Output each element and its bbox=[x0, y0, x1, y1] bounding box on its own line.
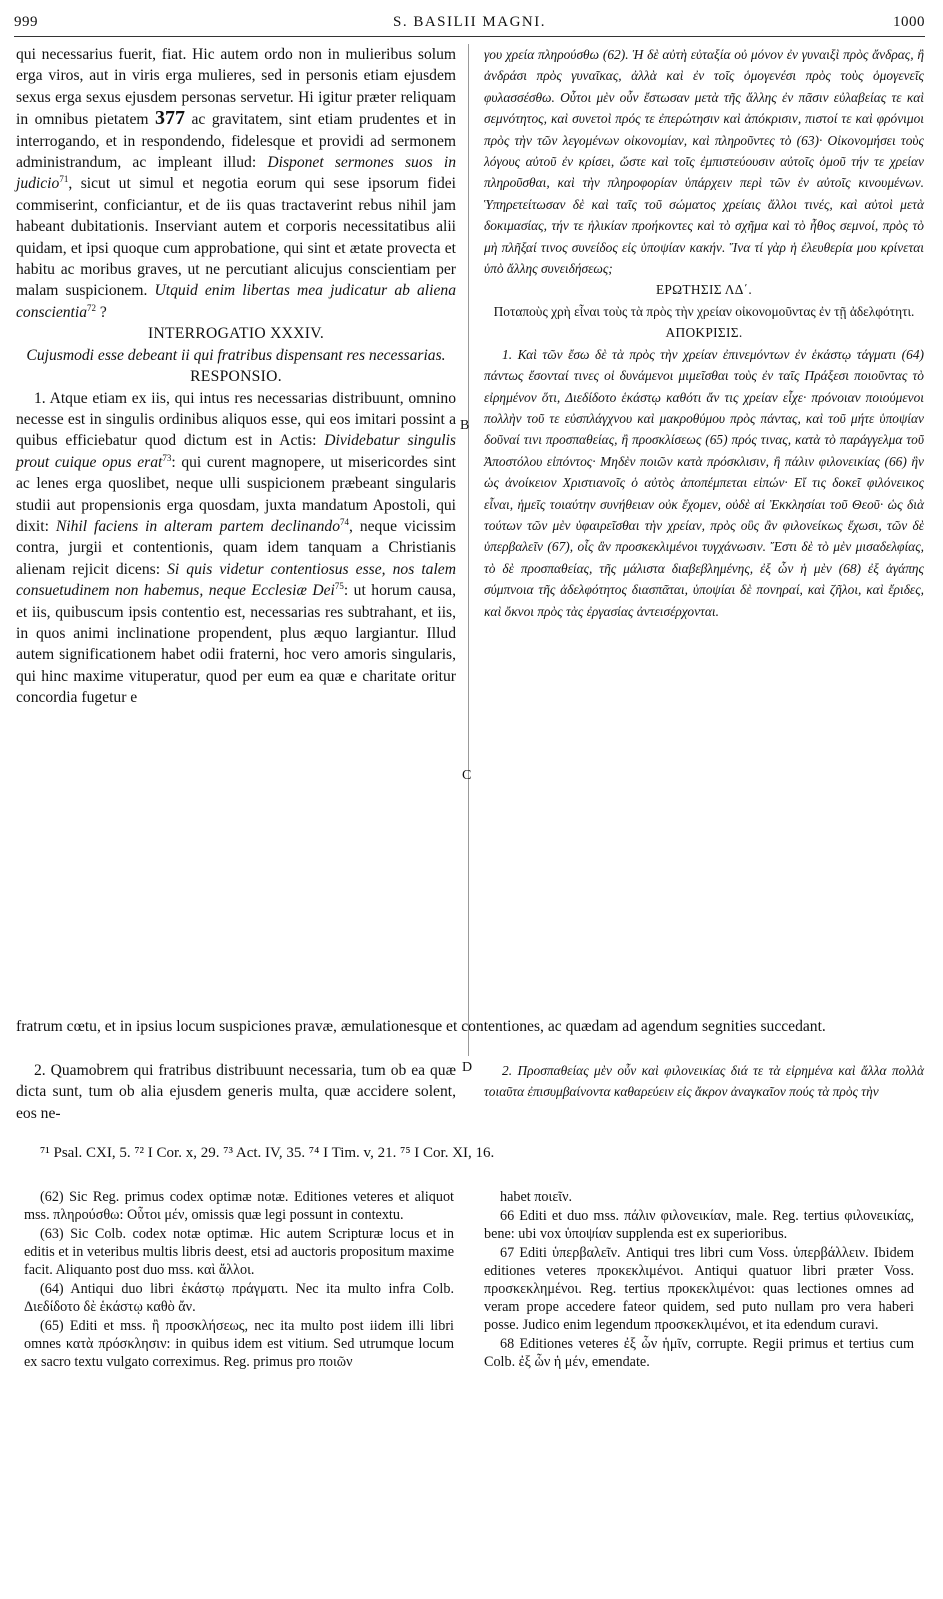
footnote: 66 Editi et duo mss. πάλιν φιλονεικίαν, male. Reg. tertius φιλονεικίας, bene: ubi vox ὑποψίαν supplenda est ex superioribus. bbox=[484, 1208, 914, 1242]
quotation: Nihil faciens in alteram partem declinando bbox=[55, 517, 340, 535]
margin-letter-b: B bbox=[460, 418, 470, 433]
greek-column bbox=[484, 44, 924, 622]
ref-marker: 72 bbox=[87, 302, 97, 313]
greek-paragraph-1: γου χρεία πληρούσθω (62). Ἡ δὲ αὐτὴ εὐταξία οὐ μόνον ἐν γυναιξὶ πρὸς ἄνδρας, ἢ ἀνδράσι πρὸς γυναῖκας, ἀλλὰ καὶ ἐν τοῖς ὁμογενέσι πρὸς τοὺς ὁμογενεῖς φυλασσέσθω. Οὗτοι μὲν οὖν ἔστωσαν μετὰ τῆς ἄλλης ἐν πᾶσιν εὐλαβείας τε καὶ σεμνότητος, καὶ συνετοὶ πρός τε ἐπερώτησιν καὶ ἀπόκρισιν, πιστοί τε καὶ φρόνιμοι πρὸς τὴν τῶν λεγομένων οἰκονομίαν, καὶ πληροῦντες τὸ (63)· Οἰκονομήσει τοὺς λόγους αὐτοῦ ἐν κρίσει, ὥστε καὶ τοῖς ἐμπιστεύουσιν αὐτοῖς ὁμοῦ τήν τε χρείαν πληροῦσθαι, καὶ τὴν πληροφορίαν ὑπάρχειν περὶ τῶν ἐν αὐτοῖς κινουμένων. Ὑπηρετείτωσαν δὲ καὶ ταῖς τοῦ σώματος χρείαις ἄλλοι τινές, καὶ αὐτοὶ μετὰ δοκιμασίας, τήν τε ἡλικίαν προήκοντες καὶ τὸ σχῆμα καὶ τὸ ἦθος σεμνοί, πρὸς τὸ μὴ πλῆξαί τινος συνείδος εἰς ὑποψίαν κακήν. Ἵνα τί γὰρ ἡ ἐλευθερία μου κρίνεται ὑπὸ ἄλλης συνειδήσεως; bbox=[484, 47, 924, 277]
running-title: S. BASILII MAGNI. bbox=[393, 14, 546, 30]
footnote: 68 Editiones veteres ἐξ ὧν ἡμῖν, corrupte. Regii primus et tertius cum Colb. ἐξ ὧν ἡ μέν, emendate. bbox=[484, 1336, 914, 1370]
ref-marker: 75 bbox=[334, 580, 344, 591]
quotation: Si quis videtur contentiosus esse, nos talem consuetudinem non habemus, neque Ecclesiæ Dei bbox=[16, 560, 456, 600]
footnote: (65) Editi et mss. ἢ προσκλήσεως, nec ita multo post iidem illi libri omnes κατὰ πρόσκλησιν: in quibus idem est vitium. Sed utrumque locum ex sacro textu vulgato correximus. Reg. primus pro ποιῶν bbox=[24, 1318, 454, 1370]
latin-paragraph-3-block bbox=[16, 1060, 456, 1124]
footnotes-right bbox=[484, 1188, 914, 1372]
quotation: Utquid enim libertas mea judicatur ab aliena conscientia bbox=[16, 282, 456, 321]
greek-paragraph-3: 2. Προσπαθείας μὲν οὖν καὶ φιλονεικίας διά τε τὰ εἰρημένα καὶ ἄλλα πολλὰ τοιαῦτα ἐπισυμβαίνοντα καθαρεύειν εἰς ἄκρον ἀναγκαῖον πούς τὰ πρὸς τὴν bbox=[484, 1063, 924, 1100]
footnote: habet ποιεῖν. bbox=[500, 1189, 573, 1205]
greek-question-heading: ΕΡΩΤΗΣΙΣ ΛΔ΄. bbox=[655, 282, 753, 298]
latin-question-heading: INTERROGATIO XXXIV. bbox=[147, 325, 325, 343]
scripture-references: ⁷¹ Psal. CXI, 5. ⁷² I Cor. x, 29. ⁷³ Act. IV, 35. ⁷⁴ I Tim. v, 21. ⁷⁵ I Cor. XI, 16. bbox=[40, 1145, 495, 1161]
page-header bbox=[14, 8, 925, 34]
full-width-line: fratrum cœtu, et in ipsius locum suspiciones pravæ, æmulationesque et contentiones, ac quædam ad agendum segnities succedant. bbox=[16, 1018, 826, 1035]
margin-letter-d: D bbox=[462, 1060, 473, 1075]
left-page-number: 999 bbox=[14, 14, 38, 30]
greek-paragraph-2: 1. Καὶ τῶν ἔσω δὲ τὰ πρὸς τὴν χρείαν ἐπινεμόντων ἐν ἑκάστῳ τάγματι (64) πάντως ἔσονταί τινες οἱ δυνάμενοι μιμεῖσθαι τοὺς ἐν ταῖς Πράξεσι ποιοῦντας τὸ εἰρημένον ὅτι, Διεδίδοτο ἑκάστῳ καθότι ἄν τις χρείαν εἶχε· πρόνοιαν ποιούμενοι πολλὴν τοῦ τε εὐσπλάγχνου καὶ μακροθύμου πρὸς πάντας, καὶ τοῦ μήτε ὑποψίαν δοῦναί τινι προσπαθείας, ἢ προσκλίσεως (65) πρός τινας, κατὰ τὸ παράγγελμα τοῦ Ἀποστόλου εἰπόντος· Μηδὲν ποιῶν κατὰ πρόσκλισιν, ἢ πάλιν φιλονεικίας (66) ἣν ὡς ἀνοίκειον Χριστιανοῖς ὁ αὐτὸς ἀποπέμπεται εἰπών· Εἴ τις δοκεῖ φιλόνεικος εἶναι, ἡμεῖς τοιαύτην συνήθειαν οὐκ ἔχομεν, οὐδὲ αἱ Ἐκκλησίαι τοῦ Θεοῦ· ὡς διὰ τούτων τῶν μὲν ὑφαιρεῖσθαι τὴν χρείαν, πρὸς οὓς ἂν φιλονείκως ἔχωσι, τῶν δὲ ὑπερβαλεῖν (67), οἷς ἂν προσκεκλιμένοι τυγχάνωσιν. Ἔστι δὲ τὸ μὲν μισαδελφίας, τὸ δὲ προσπαθείας, τῆς μάλιστα διαβεβλημένης, ἐξ ὧν ἡ μὲν (68) ἐξ ἀγάπης σύμπνοια τῆς ἀδελφότητος διασπᾶται, ὑποψίαι δὲ πονηραί, καὶ ζῆλοι, καὶ ἔριδες, καὶ ὄκνοι πρὸς τὰς ἐργασίας ἀντεισέρχονται. bbox=[484, 346, 924, 619]
footnote: 67 Editi ὑπερβαλεῖν. Antiqui tres libri cum Voss. ὑπερβάλλειν. Ibidem editiones veteres προκεκλιμένοι. Antiqui quatuor libri præter Voss. προσκεκλημένοι. Reg. tertius προκεκλιμένοι: quas lectiones omnes ad veram prope accedere fateor quidem, sed puto nullam pro vera haberi posse. Judico enim legendum προσκεκλιμένοι, et ita edendum curavi. bbox=[484, 1245, 914, 1333]
greek-question-subtitle: Ποταποὺς χρὴ εἶναι τοὺς τὰ πρὸς τὴν χρείαν οἰκονομοῦντας ἐν τῇ ἀδελφότητι. bbox=[493, 303, 915, 319]
footnote: (63) Sic Colb. codex notæ optimæ. Hic autem Scripturæ locus et in editis et in veteribus multis libris deest, etsi ad auctoris propositum maxime facit. Aliquanto post duo mss. καὶ ἄλλοι. bbox=[24, 1226, 454, 1278]
ref-marker: 73 bbox=[162, 452, 172, 463]
greek-paragraph-3-block bbox=[484, 1060, 924, 1103]
footnote: (64) Antiqui duo libri ἑκάστῳ πράγματι. Nec ita multo infra Colb. Διεδίδοτο δὲ ἑκάστῳ καθὸ ἄν. bbox=[24, 1281, 454, 1315]
latin-column bbox=[16, 44, 456, 709]
margin-letter-c: C bbox=[462, 768, 472, 783]
ref-marker: 71 bbox=[59, 174, 69, 185]
latin-paragraph-1: qui necessarius fuerit, fiat. Hic autem ordo non in mulieribus solum erga viros, aut in viris erga mulieres, sed in personis etiam ejusdem sexus erga sexus ejusdem personas servetur. Hi igitur præter reliquam in omnibus pietatem 377 ac gravitatem, sint etiam prudentes et in interrogando, et in respondendo, fidelesque et providi ad sermonem administrandum, ac impleant illud: Disponet sermones suos in judicio$^{71}$, sicut ut simul et negotia eorum qui sese ipsorum fidei commiserint, conficiantur, et de iis quas tractaverint rebus nihil jam habeant dubitationis. Inserviant autem et corporis necessitatibus alii quidam, et ipsi quoque cum approbatione, qui sint et ætate provecta et habitu ac moribus graves, ut ne percutiant alicujus conscientiam per malam suspicionem. Utquid enim libertas mea judicatur ab aliena conscientia$^{72}$ ? bbox=[16, 46, 457, 321]
latin-paragraph-2: 1. Atque etiam ex iis, qui intus res necessarias distribuunt, omnino necesse est in singulis ordinibus aliquos esse, qui eos imitari possint a quibus efficiebatur quod dictum est in Actis: Dividebatur singulis prout cuique opus erat$^{73}$: qui curent magnopere, ut misericordes sint ac lenes erga quoslibet, neque ulli suspicionem præbeant singularis studii aut propensionis erga quosdam, juxta mandatum Apostoli, qui dixit: Nihil faciens in alteram partem declinando$^{74}$, neque vicissim contra, jurgii et contentionis, quam idem tanquam a Christianis alienam rejicit dicens: Si quis videtur contentiosus esse, nos talem consuetudinem non habemus, neque Ecclesiæ Dei$^{75}$: ut horum causa, et iis, quibuscum ipsis contentio est, necessarias res subtrahant, et iis, in quos animi inclinatione propendent, plus æquo largiantur. Illud autem significationem habet odii fraterni, hoc vero amoris singularis, qui hinc maxime vituperatur, quod per eum ea quæ e charitate oritur concordia fugetur e bbox=[16, 389, 456, 707]
ref-marker: 74 bbox=[340, 516, 349, 527]
latin-response-heading: RESPONSIO. bbox=[190, 368, 282, 386]
right-page-number: 1000 bbox=[893, 14, 925, 30]
latin-paragraph-3: 2. Quamobrem qui fratribus distribuunt necessaria, tum ob ea quæ dicta sunt, tum ob alia ejusdem generis multa, quæ accidere solent, eos ne- bbox=[16, 1062, 456, 1122]
footnote: (62) Sic Reg. primus codex optimæ notæ. Editiones veteres et aliquot mss. πληρούσθω: Οὗτοι μέν, omissis quæ legi possunt in contextu. bbox=[24, 1189, 454, 1223]
column-number: 377 bbox=[155, 107, 185, 130]
quotation: Disponet sermones suos in judicio bbox=[16, 154, 457, 193]
latin-question-subtitle: Cujusmodi esse debeant ii qui fratribus dispensant res necessarias. bbox=[26, 346, 446, 364]
greek-response-heading: ΑΠΟΚΡΙΣΙΣ. bbox=[665, 325, 743, 341]
footnotes-left bbox=[24, 1188, 454, 1372]
header-rule bbox=[14, 36, 925, 37]
column-divider bbox=[468, 44, 469, 1056]
quotation: Dividebatur singulis prout cuique opus erat bbox=[16, 432, 456, 471]
